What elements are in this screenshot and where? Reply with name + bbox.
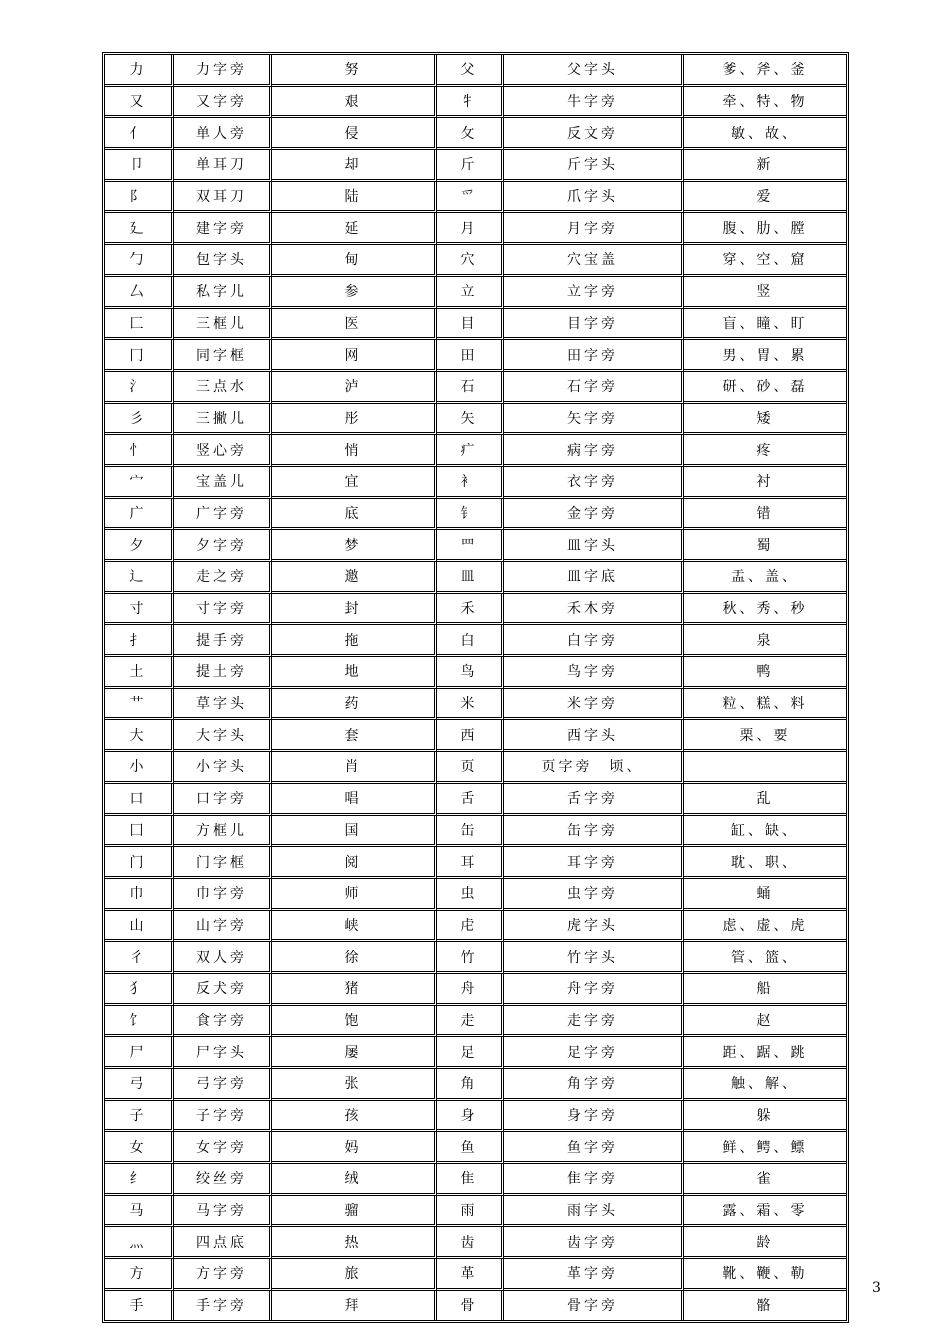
- radical-name-right: 皿字底: [504, 562, 684, 594]
- radical-name-right: 舟字旁: [504, 974, 684, 1006]
- radical-name-left: 大字头: [174, 720, 272, 752]
- table-row: [105, 657, 846, 689]
- examples-right: 爹、斧、釜: [684, 55, 846, 87]
- table-row: [105, 689, 846, 721]
- example-left: 药: [272, 689, 437, 721]
- example-left: 努: [272, 55, 437, 87]
- example-left: 网: [272, 340, 437, 372]
- examples-right: 盲、瞳、盯: [684, 309, 846, 341]
- radical-left: 手: [105, 1291, 174, 1320]
- table-row: [105, 309, 846, 341]
- radical-name-right: 缶字旁: [504, 816, 684, 848]
- example-left: 徐: [272, 942, 437, 974]
- radical-left: 山: [105, 911, 174, 943]
- radical-name-left: 反犬旁: [174, 974, 272, 1006]
- radical-name-right: 穴宝盖: [504, 245, 684, 277]
- examples-right: 龄: [684, 1227, 846, 1259]
- table-row: [105, 530, 846, 562]
- table-row: [105, 404, 846, 436]
- radical-name-left: 小字头: [174, 752, 272, 784]
- radical-name-left: 尸字头: [174, 1037, 272, 1069]
- examples-right: 雀: [684, 1164, 846, 1196]
- table-row: [105, 974, 846, 1006]
- examples-right: 衬: [684, 467, 846, 499]
- table-row: [105, 1037, 846, 1069]
- examples-right: 耽、职、: [684, 847, 846, 879]
- radical-left: 氵: [105, 372, 174, 404]
- table-row: [105, 1196, 846, 1228]
- table-row: [105, 87, 846, 119]
- radical-name-right: 牛字旁: [504, 87, 684, 119]
- examples-right: 粒、糕、料: [684, 689, 846, 721]
- radical-name-right: 田字旁: [504, 340, 684, 372]
- table-row: [105, 435, 846, 467]
- radical-right: 衤: [437, 467, 504, 499]
- radical-left: 口: [105, 784, 174, 816]
- radical-right: 缶: [437, 816, 504, 848]
- radical-name-left: 广字旁: [174, 499, 272, 531]
- radical-right: 革: [437, 1259, 504, 1291]
- radical-name-left: 私字儿: [174, 277, 272, 309]
- radical-right: 立: [437, 277, 504, 309]
- examples-right: 赵: [684, 1006, 846, 1038]
- radical-left: 宀: [105, 467, 174, 499]
- radical-left: 亻: [105, 118, 174, 150]
- radical-name-left: 建字旁: [174, 213, 272, 245]
- table-row: [105, 562, 846, 594]
- example-left: 张: [272, 1069, 437, 1101]
- examples-right: 栗、要: [684, 720, 846, 752]
- example-left: 陆: [272, 182, 437, 214]
- radical-right: 齿: [437, 1227, 504, 1259]
- radical-right: 西: [437, 720, 504, 752]
- example-left: 泸: [272, 372, 437, 404]
- radical-name-right: 雨字头: [504, 1196, 684, 1228]
- radical-name-right: 白字旁: [504, 625, 684, 657]
- radical-name-left: 竖心旁: [174, 435, 272, 467]
- radical-name-right: 舌字旁: [504, 784, 684, 816]
- examples-right: 船: [684, 974, 846, 1006]
- radical-name-right: 矢字旁: [504, 404, 684, 436]
- radical-right: 角: [437, 1069, 504, 1101]
- radical-left: 厶: [105, 277, 174, 309]
- radical-name-left: 单人旁: [174, 118, 272, 150]
- radical-name-right: 禾木旁: [504, 594, 684, 626]
- radical-name-right: 足字旁: [504, 1037, 684, 1069]
- examples-right: 缸、缺、: [684, 816, 846, 848]
- radical-name-right: 齿字旁: [504, 1227, 684, 1259]
- radical-name-left: 方字旁: [174, 1259, 272, 1291]
- radical-name-left: 草字头: [174, 689, 272, 721]
- radical-right: 舌: [437, 784, 504, 816]
- examples-right: 疼: [684, 435, 846, 467]
- radical-name-left: 同字框: [174, 340, 272, 372]
- radical-name-right: 耳字旁: [504, 847, 684, 879]
- table-row: [105, 245, 846, 277]
- radical-name-left: 口字旁: [174, 784, 272, 816]
- radical-name-left: 夕字旁: [174, 530, 272, 562]
- radical-right: 钅: [437, 499, 504, 531]
- radical-left: 又: [105, 87, 174, 119]
- radical-left: 寸: [105, 594, 174, 626]
- table-row: [105, 372, 846, 404]
- radical-left: 卩: [105, 150, 174, 182]
- radical-name-left: 寸字旁: [174, 594, 272, 626]
- radical-name-right: 走字旁: [504, 1006, 684, 1038]
- example-left: 梦: [272, 530, 437, 562]
- radical-name-left: 弓字旁: [174, 1069, 272, 1101]
- radical-right: 白: [437, 625, 504, 657]
- radical-right: 鸟: [437, 657, 504, 689]
- example-left: 艰: [272, 87, 437, 119]
- radical-name-right: 月字旁: [504, 213, 684, 245]
- radical-name-left: 绞丝旁: [174, 1164, 272, 1196]
- table-row: [105, 213, 846, 245]
- radical-name-right: 金字旁: [504, 499, 684, 531]
- radical-left: 艹: [105, 689, 174, 721]
- radical-name-right: 爪字头: [504, 182, 684, 214]
- examples-right: 蜀: [684, 530, 846, 562]
- radical-left: 饣: [105, 1006, 174, 1038]
- radical-right: 身: [437, 1101, 504, 1133]
- examples-right: 敏、故、: [684, 118, 846, 150]
- example-left: 肖: [272, 752, 437, 784]
- radical-name-right: 石字旁: [504, 372, 684, 404]
- radical-right: 雨: [437, 1196, 504, 1228]
- examples-right: 管、篮、: [684, 942, 846, 974]
- example-left: 地: [272, 657, 437, 689]
- table-row: [105, 1006, 846, 1038]
- page-number: 3: [872, 1280, 881, 1296]
- radical-right: 骨: [437, 1291, 504, 1320]
- example-left: 宜: [272, 467, 437, 499]
- radical-left: 小: [105, 752, 174, 784]
- table-row: [105, 1227, 846, 1259]
- examples-right: 矮: [684, 404, 846, 436]
- example-left: 封: [272, 594, 437, 626]
- radical-name-left: 单耳刀: [174, 150, 272, 182]
- radical-right: 禾: [437, 594, 504, 626]
- examples-right: 错: [684, 499, 846, 531]
- example-left: 甸: [272, 245, 437, 277]
- table-row: [105, 594, 846, 626]
- examples-right: 骼: [756, 1298, 774, 1315]
- radical-table: [105, 55, 846, 1320]
- examples-right: 蛹: [684, 879, 846, 911]
- examples-right: 靴、鞭、勒: [684, 1259, 846, 1291]
- radical-table-frame: [102, 52, 849, 1323]
- radical-name-right: 竹字头: [504, 942, 684, 974]
- radical-name-right: 鸟字旁: [504, 657, 684, 689]
- radical-name-left: 食字旁: [174, 1006, 272, 1038]
- example-left: 侵: [272, 118, 437, 150]
- example-left: 峡: [272, 911, 437, 943]
- examples-right: 研、砂、磊: [684, 372, 846, 404]
- radical-name-left: 山字旁: [174, 911, 272, 943]
- table-row: [105, 467, 846, 499]
- radical-right: 攵: [437, 118, 504, 150]
- radical-left: 辶: [105, 562, 174, 594]
- radical-left: 囗: [105, 816, 174, 848]
- radical-name-right: 皿字头: [504, 530, 684, 562]
- example-left: 底: [272, 499, 437, 531]
- example-left: 套: [272, 720, 437, 752]
- table-row: [105, 1069, 846, 1101]
- example-left: 热: [272, 1227, 437, 1259]
- table-row: [105, 752, 846, 784]
- examples-right: 穿、空、窟: [684, 245, 846, 277]
- table-row: [105, 879, 846, 911]
- radical-right: 虫: [437, 879, 504, 911]
- radical-right: 穴: [437, 245, 504, 277]
- radical-right: 虍: [437, 911, 504, 943]
- table-row: [105, 499, 846, 531]
- radical-name-right: 目字旁: [504, 309, 684, 341]
- radical-name-left: 双人旁: [174, 942, 272, 974]
- radical-left: 犭: [105, 974, 174, 1006]
- radical-right: 疒: [437, 435, 504, 467]
- radical-name-right: 斤字头: [504, 150, 684, 182]
- table-row: [105, 784, 846, 816]
- examples-right: 虑、虚、虎: [684, 911, 846, 943]
- examples-right: 男、胃、累: [684, 340, 846, 372]
- radical-name-left: 又字旁: [174, 87, 272, 119]
- table-row: [105, 942, 846, 974]
- radical-name-right: 隹字旁: [504, 1164, 684, 1196]
- example-left: 延: [272, 213, 437, 245]
- example-left: 绒: [272, 1164, 437, 1196]
- radical-left: 匚: [105, 309, 174, 341]
- example-left: 旅: [272, 1259, 437, 1291]
- radical-left: 女: [105, 1132, 174, 1164]
- radical-name-right: 鱼字旁: [504, 1132, 684, 1164]
- radical-right: 爫: [437, 182, 504, 214]
- radical-right: 月: [437, 213, 504, 245]
- radical-left: 勹: [105, 245, 174, 277]
- examples-right: 盂、盖、: [684, 562, 846, 594]
- radical-right: 舟: [437, 974, 504, 1006]
- radical-left: 彡: [105, 404, 174, 436]
- radical-name-left: 包字头: [174, 245, 272, 277]
- table-row: [105, 340, 846, 372]
- examples-right: 牵、特、物: [684, 87, 846, 119]
- radical-name-right: 病字旁: [504, 435, 684, 467]
- radical-name-left: 门字框: [174, 847, 272, 879]
- radical-left: 廴: [105, 213, 174, 245]
- radical-left: 扌: [105, 625, 174, 657]
- table-row: [105, 1132, 846, 1164]
- table-row: [105, 55, 846, 87]
- radical-name-right: 反文旁: [504, 118, 684, 150]
- example-left: 猪: [272, 974, 437, 1006]
- radical-name-right: 父字头: [504, 55, 684, 87]
- table-row: [105, 1101, 846, 1133]
- radical-name-left: 手字旁: [174, 1291, 272, 1320]
- radical-left: 忄: [105, 435, 174, 467]
- example-left: 拜: [272, 1291, 437, 1320]
- radical-name-left: 宝盖儿: [174, 467, 272, 499]
- example-left: 师: [272, 879, 437, 911]
- radical-right: 鱼: [437, 1132, 504, 1164]
- examples-right: 鸭: [684, 657, 846, 689]
- table-row: [105, 182, 846, 214]
- examples-right: [684, 752, 846, 784]
- radical-left: 门: [105, 847, 174, 879]
- examples-right: 竖: [684, 277, 846, 309]
- examples-right: 露、霜、零: [684, 1196, 846, 1228]
- radical-right: 斤: [437, 150, 504, 182]
- radical-right: 竹: [437, 942, 504, 974]
- table-row: [105, 277, 846, 309]
- radical-name-left: 四点底: [174, 1227, 272, 1259]
- radical-name-right: 身字旁: [504, 1101, 684, 1133]
- example-left: 国: [272, 816, 437, 848]
- table-row: [105, 118, 846, 150]
- radical-name-right: 米字旁: [504, 689, 684, 721]
- radical-right: 石: [437, 372, 504, 404]
- table-row: [105, 625, 846, 657]
- radical-right: 隹: [437, 1164, 504, 1196]
- example-left: 拖: [272, 625, 437, 657]
- example-left: 妈: [272, 1132, 437, 1164]
- table-row: [105, 1291, 846, 1320]
- radical-left: 巾: [105, 879, 174, 911]
- radical-name-right: 骨字旁: [504, 1291, 684, 1320]
- radical-left: 方: [105, 1259, 174, 1291]
- radical-name-left: 三撇儿: [174, 404, 272, 436]
- radical-left: 弓: [105, 1069, 174, 1101]
- radical-name-left: 三点水: [174, 372, 272, 404]
- radical-right: 耳: [437, 847, 504, 879]
- radical-name-left: 方框儿: [174, 816, 272, 848]
- radical-name-left: 子字旁: [174, 1101, 272, 1133]
- example-left: 悄: [272, 435, 437, 467]
- examples-right: 新: [684, 150, 846, 182]
- examples-right: 腹、肋、膛: [684, 213, 846, 245]
- radical-right: 矢: [437, 404, 504, 436]
- radical-right: 皿: [437, 562, 504, 594]
- radical-name-left: 提手旁: [174, 625, 272, 657]
- radical-left: 子: [105, 1101, 174, 1133]
- radical-left: 力: [105, 55, 174, 87]
- radical-name-left: 双耳刀: [174, 182, 272, 214]
- example-left: 孩: [272, 1101, 437, 1133]
- radical-name-right: 虫字旁: [504, 879, 684, 911]
- radical-left: 土: [105, 657, 174, 689]
- radical-name-right: 立字旁: [504, 277, 684, 309]
- radical-right: 父: [437, 55, 504, 87]
- radical-name-left: 走之旁: [174, 562, 272, 594]
- examples-right: 泉: [684, 625, 846, 657]
- radical-name-left: 女字旁: [174, 1132, 272, 1164]
- radical-left: 彳: [105, 942, 174, 974]
- example-left: 邀: [272, 562, 437, 594]
- radical-name-left: 三框儿: [174, 309, 272, 341]
- radical-right: 走: [437, 1006, 504, 1038]
- example-left: 却: [272, 150, 437, 182]
- table-row: [105, 150, 846, 182]
- radical-table-body: [105, 55, 846, 1320]
- radical-right: 牜: [437, 87, 504, 119]
- radical-left: 广: [105, 499, 174, 531]
- radical-name-left: 力字旁: [174, 55, 272, 87]
- radical-name-right: 页字旁 顷、: [504, 752, 684, 784]
- radical-name-right: 角字旁: [504, 1069, 684, 1101]
- example-left: 彤: [272, 404, 437, 436]
- radical-name-left: 巾字旁: [174, 879, 272, 911]
- radical-name-left: 马字旁: [174, 1196, 272, 1228]
- examples-right: 乱: [684, 784, 846, 816]
- example-left: 屡: [272, 1037, 437, 1069]
- examples-right: 躲: [684, 1101, 846, 1133]
- radical-left: 大: [105, 720, 174, 752]
- radical-left: 阝: [105, 182, 174, 214]
- example-left: 参: [272, 277, 437, 309]
- radical-name-right: 衣字旁: [504, 467, 684, 499]
- radical-right: 目: [437, 309, 504, 341]
- radical-left: 纟: [105, 1164, 174, 1196]
- table-row: [105, 847, 846, 879]
- radical-right: 足: [437, 1037, 504, 1069]
- examples-right: 爱: [684, 182, 846, 214]
- table-row: [105, 816, 846, 848]
- table-row: [105, 1259, 846, 1291]
- radical-name-right: 虎字头: [504, 911, 684, 943]
- radical-name-right: 西字头: [504, 720, 684, 752]
- radical-left: 夕: [105, 530, 174, 562]
- example-left: 骝: [272, 1196, 437, 1228]
- radical-right: 页: [437, 752, 504, 784]
- table-row: [105, 1164, 846, 1196]
- radical-name-left: 提土旁: [174, 657, 272, 689]
- radical-left: 灬: [105, 1227, 174, 1259]
- table-row: [105, 720, 846, 752]
- radical-left: 尸: [105, 1037, 174, 1069]
- radical-left: 冂: [105, 340, 174, 372]
- table-row: [105, 911, 846, 943]
- radical-right: 米: [437, 689, 504, 721]
- example-left: 唱: [272, 784, 437, 816]
- example-left: 医: [272, 309, 437, 341]
- radical-name-right: 革字旁: [504, 1259, 684, 1291]
- radical-right: 田: [437, 340, 504, 372]
- example-left: 饱: [272, 1006, 437, 1038]
- examples-right: 秋、秀、秒: [684, 594, 846, 626]
- examples-right: 距、踞、跳: [684, 1037, 846, 1069]
- example-left: 阅: [272, 847, 437, 879]
- examples-right: 鲜、鳄、鳔: [684, 1132, 846, 1164]
- radical-right: 罒: [437, 530, 504, 562]
- radical-left: 马: [105, 1196, 174, 1228]
- examples-right: 触、解、: [684, 1069, 846, 1101]
